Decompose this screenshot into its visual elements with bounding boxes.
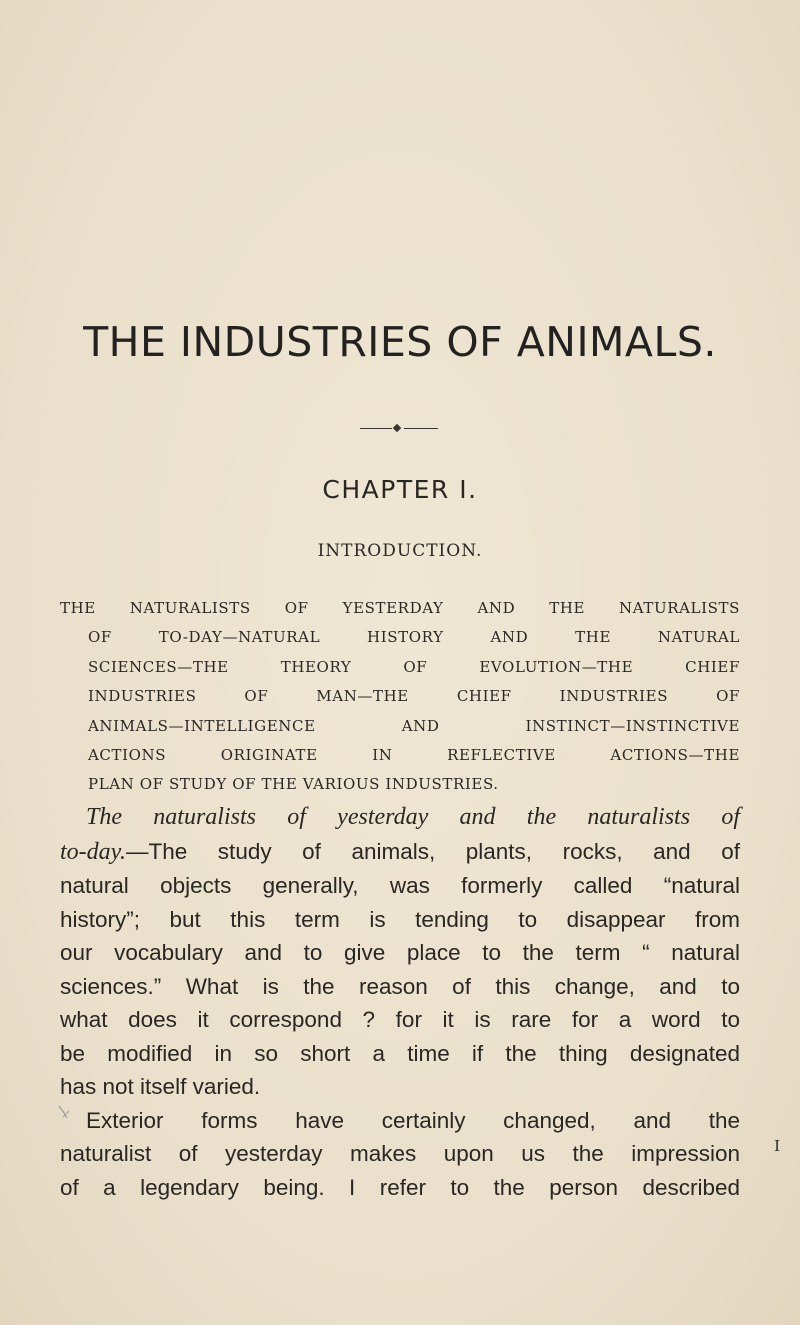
section-heading-line <box>60 800 740 835</box>
body-line: naturalist of yesterday makes upon us the impression <box>60 1141 740 1166</box>
synopsis-line: THE NATURALISTS OF YESTERDAY AND THE NATURALISTS <box>60 599 740 617</box>
page-number: I <box>774 1137 780 1155</box>
synopsis-line: PLAN OF STUDY OF THE VARIOUS INDUSTRIES. <box>88 775 499 794</box>
chapter-number: CHAPTER I. <box>322 475 478 504</box>
synopsis-line: OF TO-DAY—NATURAL HISTORY AND THE NATURAL <box>88 628 740 647</box>
chapter-title: INTRODUCTION. <box>317 541 483 561</box>
synopsis-line: ACTIONS ORIGINATE IN REFLECTIVE ACTIONS—THE <box>88 746 740 765</box>
book-title: THE INDUSTRIES OF ANIMALS. <box>83 318 717 366</box>
section-heading-italic: The naturalists of yesterday and the naturalists of <box>86 804 740 830</box>
synopsis-line: INDUSTRIES OF MAN—THE CHIEF INDUSTRIES OF <box>88 687 740 706</box>
body-line: has not itself varied. <box>60 1074 261 1099</box>
body-line: our vocabulary and to give place to the term “ natural <box>60 940 740 965</box>
body-line: Exterior forms have certainly changed, and the <box>86 1107 740 1133</box>
body-line: history”; but this term is tending to disappear from <box>60 906 740 932</box>
ornament-line-right <box>404 428 438 429</box>
ornament-divider <box>360 424 438 434</box>
chapter-synopsis <box>60 594 740 800</box>
body-line: natural objects generally, was formerly called “natural <box>60 873 740 898</box>
synopsis-line: SCIENCES—THE THEORY OF EVOLUTION—THE CHIEF <box>88 657 740 676</box>
body-line: of a legendary being. I refer to the person described <box>60 1174 740 1200</box>
body-line: sciences.” What is the reason of this change, and to <box>60 973 740 999</box>
body-line: what does it correspond ? for it is rare for a word to <box>60 1007 740 1032</box>
body-line-rest: —The study of animals, plants, rocks, and of <box>126 838 740 864</box>
diamond-icon <box>393 424 401 432</box>
synopsis-line: ANIMALS—INTELLIGENCE AND INSTINCT—INSTINCTIVE <box>88 716 740 735</box>
pencil-mark-icon <box>57 1103 71 1123</box>
ornament-line-left <box>360 428 392 429</box>
body-line <box>60 835 740 870</box>
section-heading-italic: to-day. <box>60 838 126 865</box>
body-line: be modified in so short a time if the thing designated <box>60 1040 740 1066</box>
